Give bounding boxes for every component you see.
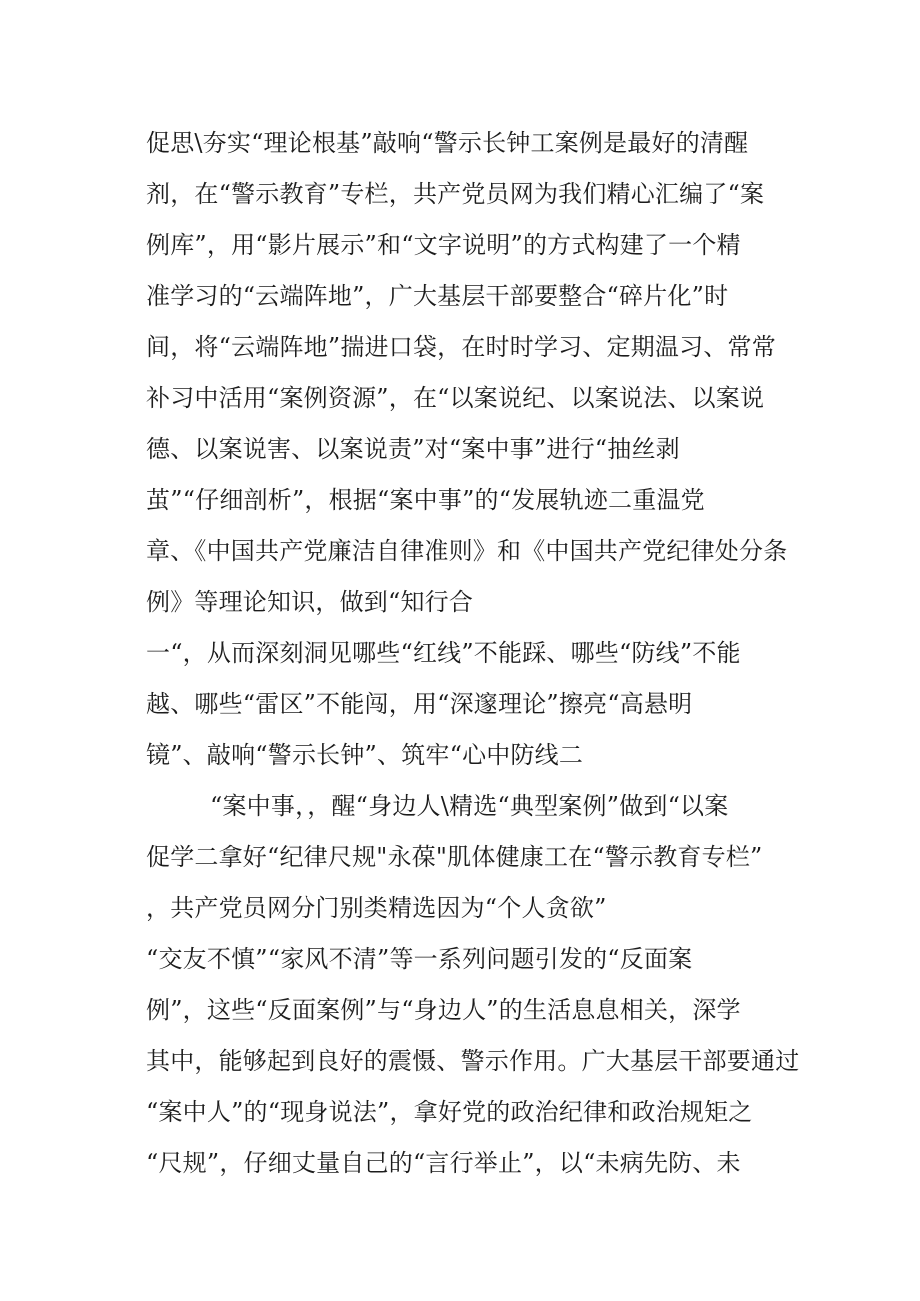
- paragraph-line: “尺规”，仔细丈量自己的“言行举止”，以“未病先防、未: [146, 1149, 741, 1177]
- paragraph-line: 促思\夯实“理论根基”敲响“警示长钟工案例是最好的清醒: [146, 129, 749, 157]
- paragraph-line: 例》等理论知识，做到“知行合: [146, 588, 474, 616]
- paragraph-line: 越、哪些“雷区”不能闯，用“深邃理论”擦亮“高悬明: [146, 690, 693, 718]
- paragraph-line: “案中人”的“现身说法”，拿好党的政治纪律和政治规矩之: [146, 1098, 753, 1126]
- paragraph-line: 补习中活用“案例资源”，在“以案说纪、以案说法、以案说: [146, 384, 765, 412]
- paragraph-line: 茧”“仔细剖析”，根据“案中事”的“发展轨迹二重温党: [146, 486, 705, 514]
- paragraph-line: “交友不慎”“家风不清”等一系列问题引发的“反面案: [146, 945, 693, 973]
- paragraph-first-line: “案中事，，醒“身边人\精选“典型案例”做到“以案: [210, 792, 729, 820]
- paragraph-line: 例库”，用“影片展示”和“文字说明”的方式构建了一个精: [146, 231, 741, 259]
- paragraph-line: 间，将“云端阵地”揣进口袋，在时时学习、定期温习、常常: [146, 333, 776, 361]
- paragraph-line: 例”，这些“反面案例”与“身边人”的生活息息相关，深学: [146, 996, 741, 1024]
- paragraph-line: ，共产党员网分门别类精选因为“个人贪欲”: [146, 894, 607, 922]
- paragraph-line: 准学习的“云端阵地”，广大基层干部要整合“碎片化”时: [146, 282, 729, 310]
- paragraph-line: 德、以案说害、以案说责”对“案中事”进行“抽丝剥: [146, 435, 680, 463]
- paragraph-line: 章、《中国共产党廉洁自律准则》和《中国共产党纪律处分条: [146, 537, 788, 565]
- paragraph-line: 镜”、敲响“警示长钟”、筑牢“心中防线二: [146, 741, 584, 769]
- paragraph-line: 一“，从而深刻洞见哪些“红线”不能踩、哪些“防线”不能: [146, 639, 741, 667]
- paragraph-line: 剂，在“警示教育”专栏，共产党员网为我们精心汇编了“案: [146, 180, 765, 208]
- paragraph-line: 其中，能够起到良好的震慑、警示作用。广大基层干部要通过: [146, 1047, 800, 1075]
- paragraph-line: 促学二拿好“纪律尺规"永葆"肌体健康工在“警示教育专栏”: [146, 843, 763, 871]
